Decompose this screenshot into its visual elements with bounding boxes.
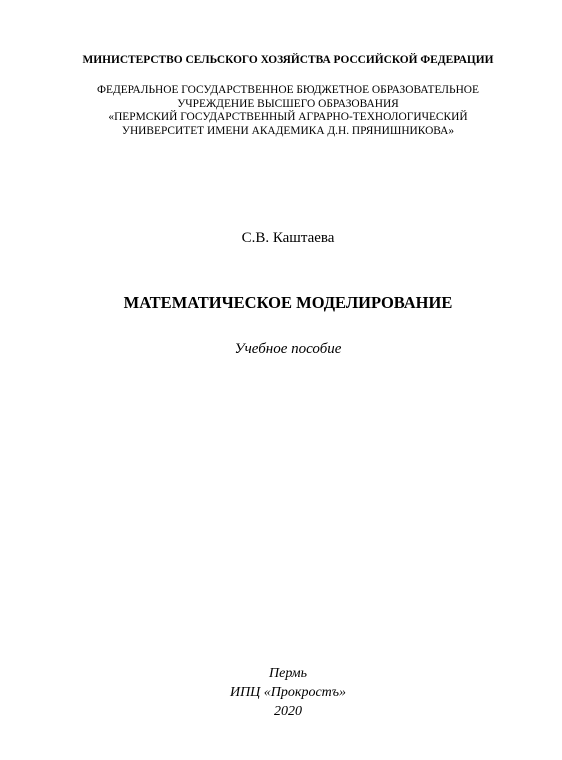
organization-line: УЧРЕЖДЕНИЕ ВЫСШЕГО ОБРАЗОВАНИЯ xyxy=(177,98,399,110)
imprint-publisher: ИПЦ «Прокростъ» xyxy=(229,685,347,700)
author-name: С.В. Каштаева xyxy=(241,230,335,246)
organization-line: УНИВЕРСИТЕТ ИМЕНИ АКАДЕМИКА Д.Н. ПРЯНИШНИКОВА» xyxy=(121,125,455,137)
organization-line: ФЕДЕРАЛЬНОЕ ГОСУДАРСТВЕННОЕ БЮДЖЕТНОЕ ОБРАЗОВАТЕЛЬНОЕ xyxy=(96,84,479,96)
book-subtitle: Учебное пособие xyxy=(234,341,342,357)
book-title: МАТЕМАТИЧЕСКОЕ МОДЕЛИРОВАНИЕ xyxy=(123,293,453,312)
imprint-year: 2020 xyxy=(274,704,302,719)
organization-line: «ПЕРМСКИЙ ГОСУДАРСТВЕННЫЙ АГРАРНО-ТЕХНОЛОГИЧЕСКИЙ xyxy=(108,111,468,123)
ministry-heading: МИНИСТЕРСТВО СЕЛЬСКОГО ХОЗЯЙСТВА РОССИЙСКОЙ ФЕДЕРАЦИИ xyxy=(82,54,494,66)
imprint-city: Пермь xyxy=(269,666,307,681)
